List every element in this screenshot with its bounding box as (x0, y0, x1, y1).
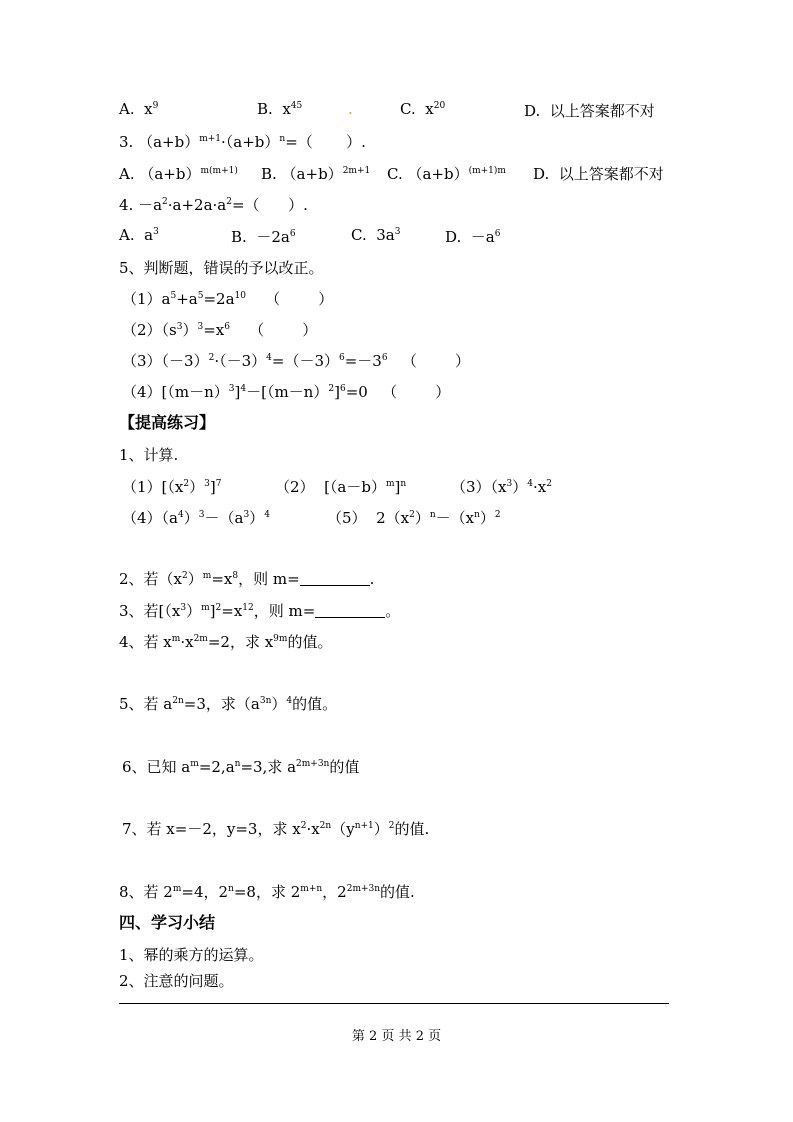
p3: 3、若$[(x^3)^m]^2=x^{12}$，则 m= 。 (119, 602, 401, 620)
section-summary-title: 四、学习小结 (119, 913, 216, 932)
p2: 2、若$(x^2)^m=x^8$，则 m= . (119, 570, 375, 588)
q4-option-d: D. $-a^6$ (445, 228, 501, 246)
q3-option-b: B. $(a+b)^{2m+1}$ (261, 165, 371, 183)
q5-item-3: $(3)(-3)^2\cdot(-3)^4=(-3)^6=-3^6$ （ ） (122, 352, 471, 370)
section-improve-title: 【提高练习】 (119, 413, 216, 432)
p1-item-5: （5） $2(x^2)^n-(x^n)^2$ (327, 509, 501, 527)
p1-item-1: $(1)[(x^2)^3]^7$ (122, 478, 222, 496)
q3-stem: 3. $(a+b)^{m+1}\cdot(a+b)^n=$（ ）. (119, 133, 366, 151)
q4-option-a: A. $a^3$ (119, 226, 159, 244)
p3-answer-blank[interactable] (315, 601, 385, 618)
q5-item-2: $(2)(s^3)^3=x^6$ （ ） (122, 321, 318, 339)
q2-option-b: B. $x^{45}$ (257, 100, 303, 118)
p7: 7、若 x=－2，y=3，求 $x^2\cdot x^{2n}(y^{n+1})^2$的值. (122, 820, 430, 838)
q3-option-a: A. $(a+b)^{m(m+1)}$ (119, 165, 238, 183)
summary-item-1: 1、幂的乘方的运算。 (119, 946, 264, 964)
q2-option-a: A. $x^9$ (119, 100, 159, 118)
q4-option-b: B. $-2a^6$ (231, 228, 296, 246)
q3-option-c: C. $(a+b)^{(m+1)m}$ (387, 165, 506, 183)
p1-item-2: （2） $[(a-b)^m]^n$ (275, 478, 407, 496)
p4: 4、若 $x^m\cdot x^{2m}=2$，求 $x^{9m}$的值。 (119, 633, 333, 651)
q2-option-d: D. 以上答案都不对 (524, 102, 655, 120)
q3-option-d: D. 以上答案都不对 (533, 165, 664, 183)
p8: 8、若 $2^m=4$，$2^n=8$，求 $2^{m+n}$，$2^{2m+3n}$的值. (119, 883, 415, 901)
q5-item-1: $(1)a^5+a^5=2a^{10}$ （ ） (122, 290, 334, 308)
summary-item-2: 2、注意的问题。 (119, 972, 234, 990)
q4-option-c: C. $3a^3$ (351, 226, 401, 244)
p1-item-4: $(4)(a^4)^3-(a^3)^4$ (122, 509, 270, 527)
q2-option-c: C. $x^{20}$ (400, 100, 446, 118)
p5: 5、若 $a^{2n}=3$，求$(a^{3n})^4$的值。 (119, 695, 338, 713)
q4-stem: 4. $-a^2\cdot a+2a\cdot a^2=$（ ）. (119, 196, 308, 214)
p1-title: 1、计算. (119, 446, 179, 464)
q5-item-4: $(4)[(m-n)^3]^4-[(m-n)^2]^6=0$ （ ） (122, 383, 451, 401)
footer-divider (119, 1003, 669, 1004)
p1-item-3: $(3)(x^3)^4\cdot x^2$ (451, 478, 552, 496)
q2-dot: . (348, 100, 353, 118)
p2-answer-blank[interactable] (300, 569, 370, 586)
q5-title: 5、判断题，错误的予以改正。 (119, 259, 324, 277)
page-footer: 第 2 页 共 2 页 (351, 1029, 442, 1044)
p6: 6、已知 $a^m=2,a^n=3$,求 $a^{2m+3n}$的值 (122, 758, 360, 776)
